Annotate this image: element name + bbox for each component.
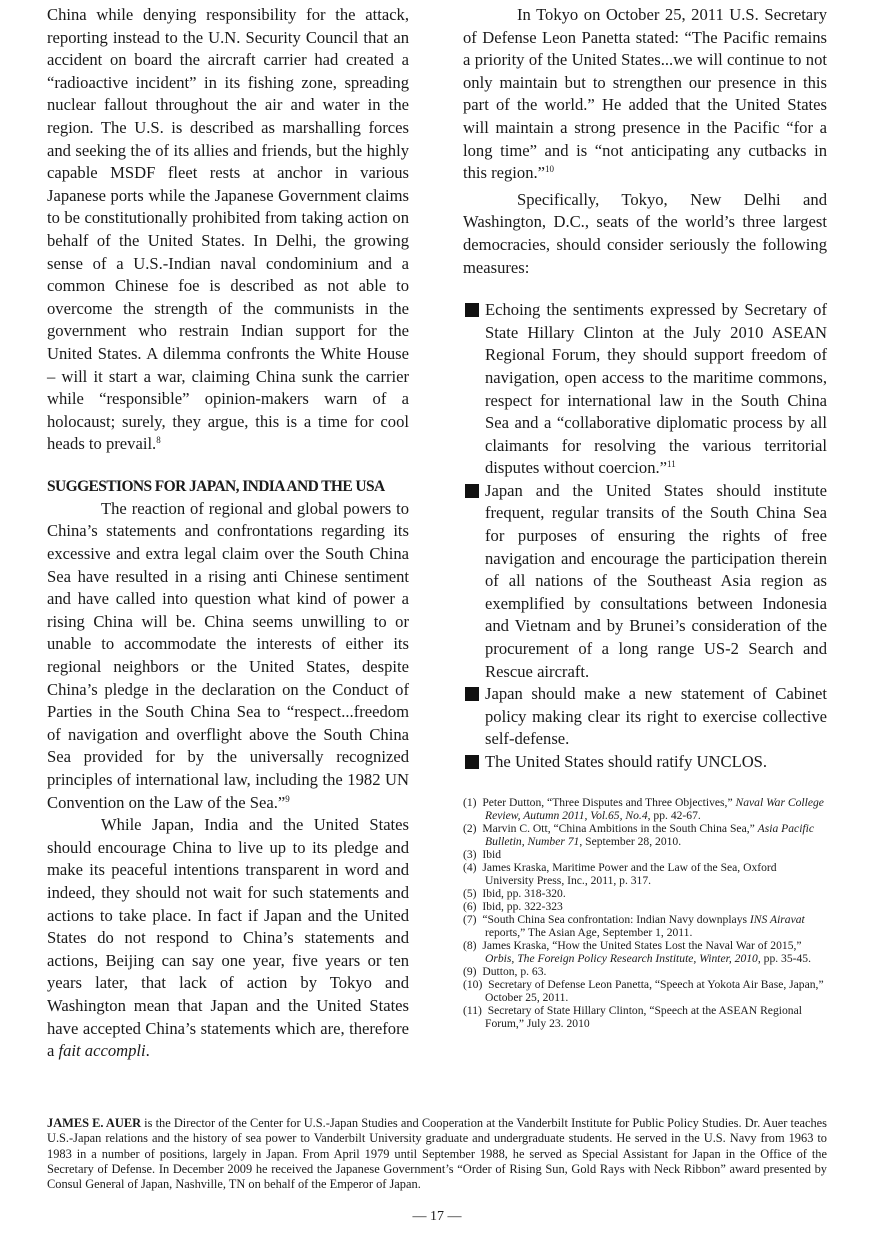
- footnote-item: (7) “South China Sea confrontation: Indian Navy downplays INS Airavat reports,” The Asian Age, September 1, 2011.: [463, 912, 805, 939]
- section-heading: SUGGESTIONS FOR JAPAN, INDIA AND THE USA: [47, 477, 385, 495]
- square-bullet-icon: [465, 303, 479, 317]
- paragraph-attack-scenario: China while denying responsibility for the attack, reporting instead to the U.N. Security Council that an accident on board the aircraft carrier had created a “radioactive incident” in its fishing zone, spreading nuclear fallout throughout the air and water in the region. The U.S. is described as marshalling forces and seeking the of its allies and friends, but the highly capable MSDF fleet rests at anchor in various Japanese ports while the Japanese Government claims to be constitutionally prohibited from taking action on behalf of the United States. In Delhi, the growing sense of a U.S.-Indian naval condominium and a common Chinese foe is described as not able to overcome the strength of the communists in the government who restrain Indian support for the United States. A dilemma confronts the White House – will it start a war, claiming China sunk the carrier while “responsible” opinion-makers warn of a holocaust; surely, they argue, this is a time for cool heads to prevail.$^8$: [47, 5, 409, 454]
- footnote-item: (5) Ibid, pp. 318-320.: [463, 886, 566, 900]
- footnote-item: (4) James Kraska, Maritime Power and the Law of the Sea, Oxford University Press, Inc., 2011, p. 317.: [463, 860, 777, 887]
- footnote-ref-11[interactable]: 11: [667, 459, 676, 470]
- footnote-item: (9) Dutton, p. 63.: [463, 964, 547, 978]
- paragraph-specifically: Specifically, Tokyo, New Delhi and Washington, D.C., seats of the world’s three largest democracies, should consider seriously the following measures:: [463, 189, 827, 277]
- footnote-ref-9[interactable]: 9: [285, 793, 290, 804]
- footnote-item: (3) Ibid: [463, 847, 502, 861]
- measure-item: Japan and the United States should institute frequent, regular transits of the South China Sea for purposes of ensuring the rights of free navigation and encourage the participation therein of all nations of the Southeast Asia region as exemplified by consultations between Indonesia and Vietnam and by Brunei’s consideration of the procurement of a long range US-2 Search and Rescue aircraft.: [463, 480, 827, 683]
- paragraph-while-japan: While Japan, India and the United States should encourage China to live up to its pledge and make its peaceful intentions transparent in word and indeed, they should not wait for such statements and actions to take place. In fact if Japan and the United States do not respond to China’s statements and actions, Beijing can say one year, five years or ten years later, that lack of action by Tokyo and Washington mean that Japan and the United States have accepted China’s statements which are, therefore a fait accompli.: [47, 815, 409, 1061]
- author-bio: [47, 1116, 827, 1192]
- footnote-item: (1) Peter Dutton, “Three Disputes and Three Objectives,” Naval War College Review, Autumn 2011, Vol.65, No.4, pp. 42-67.: [463, 795, 824, 822]
- footnote-ref-8[interactable]: 8: [156, 435, 161, 446]
- author-bio-text: is the Director of the Center for U.S.-Japan Studies and Cooperation at the Vanderbilt Institute for Public Policy Studies. Dr. Auer teaches U.S.-Japan relations and the history of sea power to Vanderbilt University graduate and undergraduate students. He served in the U.S. Navy from 1963 to 1983 in a number of positions, largely in Japan. From April 1979 until September 1988, he served as Special Assistant for Japan in the Office of the Secretary of Defense. In December 2009 he received the Japanese Government’s “Order of Rising Sun, Gold Rays with Neck Ribbon” award presented by Consul General of Japan, Nashville, TN on behalf of the Emperor of Japan.: [47, 1116, 827, 1192]
- measures-list: [463, 299, 827, 773]
- footnote-item: (11) Secretary of State Hillary Clinton, “Speech at the ASEAN Regional Forum,” July 23. 2010: [463, 1003, 802, 1030]
- page-number: — 17 —: [412, 1209, 462, 1224]
- author-name: JAMES E. AUER: [47, 1116, 142, 1130]
- paragraph-reaction: The reaction of regional and global powers to China’s statements and confrontations regarding its excessive and extra legal claim over the South China Sea have resulted in a rising anti Chinese sentiment and have called into question what kind of power a rising China will be. China seems unwilling to or unable to accommodate the interests of either its regional neighbors or the United States, despite China’s pledge in the declaration on the Conduct of Parties in the South China Sea to “respect...freedom of navigation and overflight above the South China Sea provided for by the universally recognized principles of international law, including the 1982 UN Convention on the Law of the Sea.”$^9$: [47, 498, 409, 812]
- square-bullet-icon: [465, 484, 479, 498]
- left-column: [47, 4, 409, 1063]
- italic-fait-accompli: fait accompli: [58, 1041, 146, 1061]
- square-bullet-icon: [465, 755, 479, 769]
- square-bullet-icon: [465, 687, 479, 701]
- footnote-item: (10) Secretary of Defense Leon Panetta, “Speech at Yokota Air Base, Japan,” October 25, 2011.: [463, 977, 824, 1004]
- measure-item: The United States should ratify UNCLOS.: [463, 751, 827, 774]
- footnote-item: (6) Ibid, pp. 322-323: [463, 899, 563, 913]
- right-column: [463, 4, 827, 1030]
- measure-item: Echoing the sentiments expressed by Secretary of State Hillary Clinton at the July 2010 ASEAN Regional Forum, they should support freedom of navigation, open access to the maritime commons, respect for international law in the South China Sea and a “collaborative diplomatic process by all claimants for resolving the various territorial disputes without coercion.”$^{11}$: [463, 299, 827, 480]
- paragraph-tokyo-panetta: In Tokyo on October 25, 2011 U.S. Secretary of Defense Leon Panetta stated: “The Pacific remains a priority of the United States...we will continue to not only maintain but to strengthen our presence in this part of the world.” He added that the United States will maintain a strong presence in the Pacific “for a long time” and is “not anticipating any cutbacks in this region.”$^{10}$: [463, 5, 827, 183]
- footnotes-list: [463, 796, 827, 1030]
- footnote-item: (8) James Kraska, “How the United States Lost the Naval War of 2015,” Orbis, The Foreign Policy Research Institute, Winter, 2010, pp. 35-45.: [463, 938, 811, 965]
- footnote-item: (2) Marvin C. Ott, “China Ambitions in the South China Sea,” Asia Pacific Bulletin, Number 71, September 28, 2010.: [463, 821, 815, 848]
- footnote-ref-10[interactable]: 10: [545, 164, 555, 175]
- measure-item: Japan should make a new statement of Cabinet policy making clear its right to exercise collective self-defense.: [463, 683, 827, 751]
